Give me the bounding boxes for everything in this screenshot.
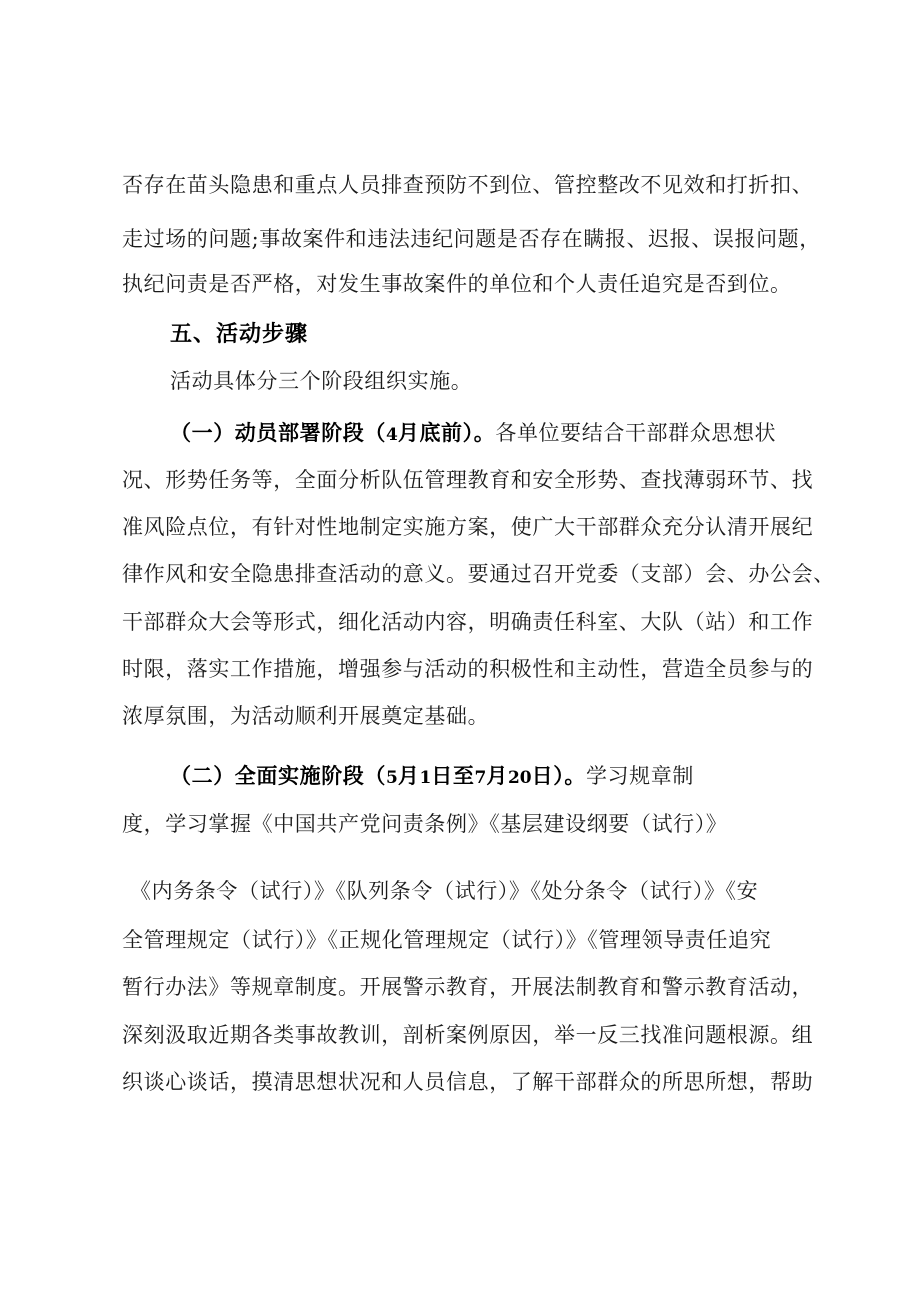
stage2-line: 《内务条令（试行）》《队列条令（试行）》《处分条令（试行）》《安 (130, 879, 759, 903)
stage1-line: 准风险点位，有针对性地制定实施方案，使广大干部群众充分认清开展纪 (122, 515, 814, 539)
stage1-title: （一）动员部署阶段（4月底前）。 (170, 420, 496, 445)
paragraph-line: 否存在苗头隐患和重点人员排查预防不到位、管控整改不见效和打折扣、 (122, 173, 814, 197)
stage1-line: 干部群众大会等形式，细化活动内容，明确责任科室、大队（站）和工作 (122, 610, 814, 634)
stage1-line: 浓厚氛围，为活动顺利开展奠定基础。 (122, 704, 490, 728)
paragraph-line: 走过场的问题;事故案件和违法违纪问题是否存在瞒报、迟报、误报问题， (122, 227, 821, 251)
section-heading: 五、活动步骤 (170, 322, 309, 347)
stage2-line: 暂行办法》等规章制度。开展警示教育，开展法制教育和警示教育活动， (122, 975, 814, 999)
stage2-text: 学习规章制 (585, 764, 694, 788)
stage2-line: 全管理规定（试行）》《正规化管理规定（试行）》《管理领导责任追究 (122, 928, 772, 952)
stage2-line: 深刻汲取近期各类事故教训，剖析案例原因，举一反三找准问题根源。组 (122, 1023, 814, 1047)
stage1-line: 时限，落实工作措施，增强参与活动的积极性和主动性，营造全员参与的 (122, 657, 814, 681)
stage2-line: 织谈心谈话，摸清思想状况和人员信息，了解干部群众的所思所想，帮助 (122, 1070, 814, 1094)
stage2-title: （二）全面实施阶段（5月1日至7月20日）。 (170, 763, 586, 788)
paragraph-line: 执纪问责是否严格，对发生事故案件的单位和个人责任追究是否到位。 (122, 272, 792, 296)
section-intro: 活动具体分三个阶段组织实施。 (170, 369, 473, 393)
stage1-first-line (170, 420, 776, 448)
stage2-line: 度，学习掌握《中国共产党问责条例》《基层建设纲要（试行）》 (122, 812, 728, 836)
stage1-line: 律作风和安全隐患排查活动的意义。要通过召开党委（支部）会、办公会、 (122, 562, 835, 586)
stage1-text: 各单位要结合干部群众思想状 (495, 421, 777, 445)
stage1-line: 况、形势任务等，全面分析队伍管理教育和安全形势、查找薄弱环节、找 (122, 468, 814, 492)
stage2-first-line (170, 763, 694, 791)
